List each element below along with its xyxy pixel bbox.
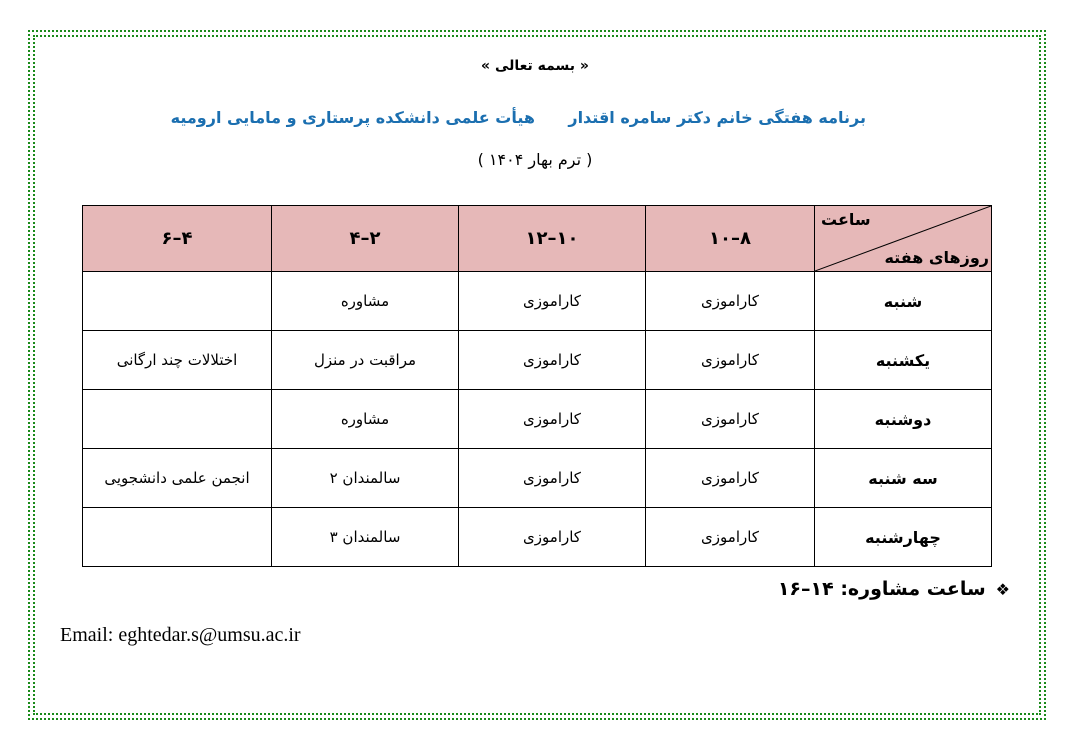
faculty-subtitle: هیأت علمی دانشکده پرستاری و مامایی ارومیه [170,108,535,127]
day-cell: دوشنبه [815,390,992,449]
schedule-cell: کاراموزی [459,272,646,331]
schedule-cell [83,390,272,449]
schedule-cell: مشاوره [272,390,459,449]
column-header: ۴–۶ [83,206,272,272]
column-header: ۸–۱۰ [646,206,815,272]
term-label: ( ترم بهار ۱۴۰۴ ) [477,150,593,169]
schedule-cell: کاراموزی [459,449,646,508]
table-row [83,449,992,508]
schedule-cell: اختلالات چند ارگانی [83,331,272,390]
day-cell: سه شنبه [815,449,992,508]
schedule-cell: مشاوره [272,272,459,331]
email-address: Email: eghtedar.s@umsu.ac.ir [60,624,301,646]
schedule-cell: کاراموزی [459,390,646,449]
day-cell: چهارشنبه [815,508,992,567]
schedule-cell: کاراموزی [646,508,815,567]
schedule-cell: سالمندان ۳ [272,508,459,567]
consultation-hours-text: ساعت مشاوره: ۱۴–۱۶ [777,578,986,600]
table-row [83,390,992,449]
schedule-cell: سالمندان ۲ [272,449,459,508]
day-cell: یکشنبه [815,331,992,390]
schedule-cell: کاراموزی [646,449,815,508]
consultation-hours [777,578,1010,600]
schedule-cell: کاراموزی [646,390,815,449]
corner-header-cell [815,206,992,272]
column-header: ۲–۴ [272,206,459,272]
bismillah-heading: « بسمه تعالی » [481,58,589,74]
corner-hour-label: ساعت [821,210,871,229]
table-row [83,272,992,331]
schedule-cell: کاراموزی [646,331,815,390]
schedule-cell [83,272,272,331]
table-row [83,331,992,390]
corner-days-label: روزهای هفته [884,248,989,267]
schedule-cell: کاراموزی [646,272,815,331]
schedule-cell: کاراموزی [459,331,646,390]
weekly-schedule-table [82,205,992,567]
table-row [83,508,992,567]
schedule-cell: انجمن علمی دانشجویی [83,449,272,508]
schedule-title: برنامه هفتگی خانم دکتر سامره اقتدار [568,108,866,127]
schedule-cell: مراقبت در منزل [272,331,459,390]
table-header-row [83,206,992,272]
diamond-bullet-icon: ❖ [995,580,1010,599]
schedule-cell [83,508,272,567]
schedule-cell: کاراموزی [459,508,646,567]
day-cell: شنبه [815,272,992,331]
column-header: ۱۰–۱۲ [459,206,646,272]
